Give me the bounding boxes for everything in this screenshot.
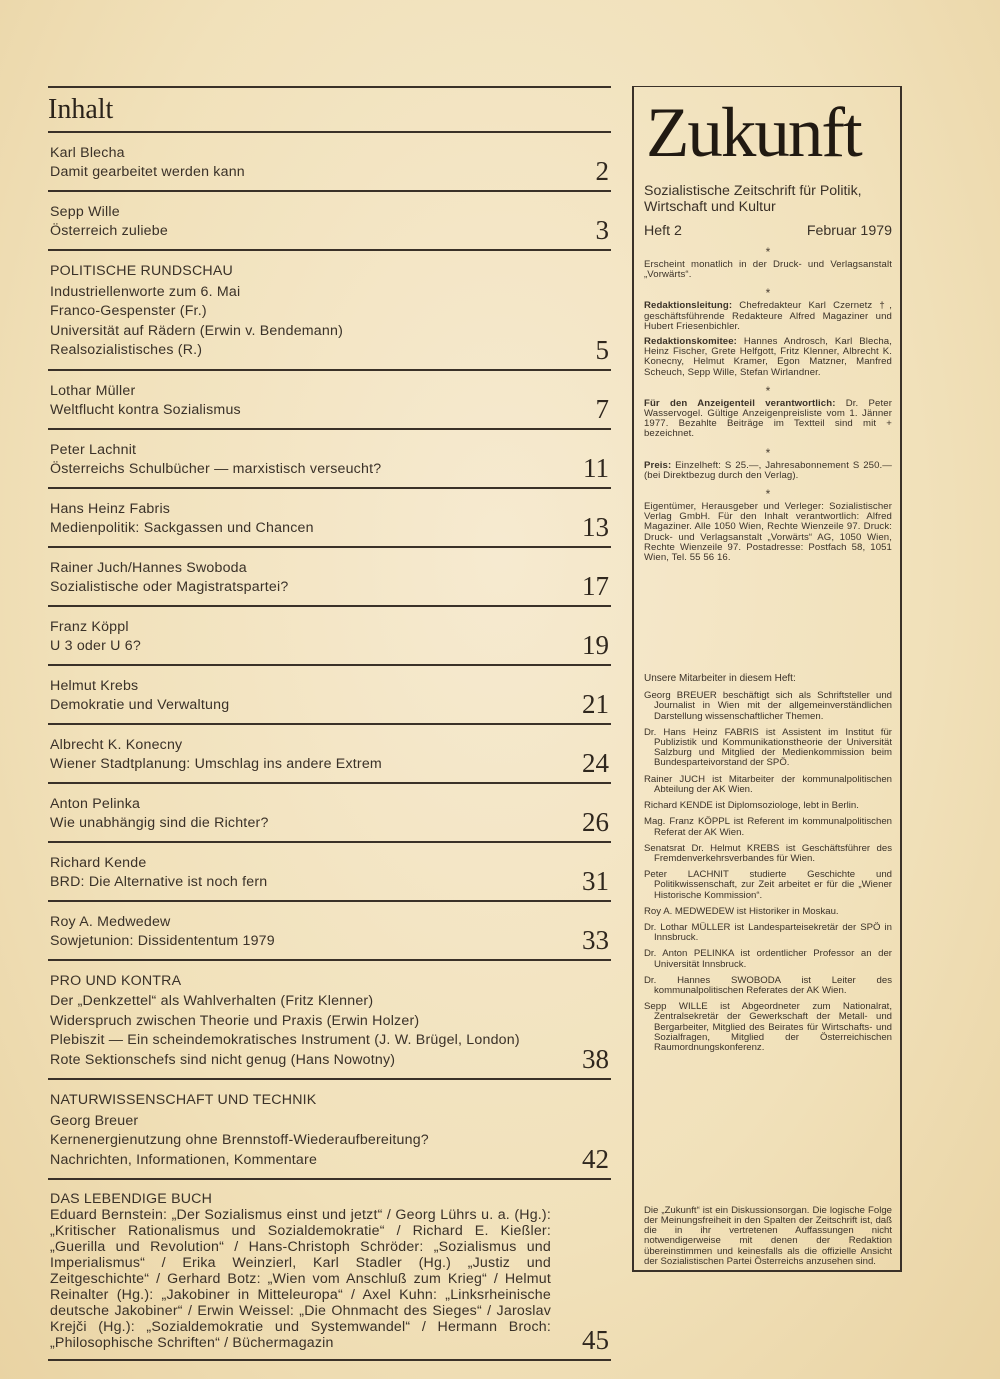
asterisk-divider: *: [765, 487, 771, 502]
toc-entry-heading: DAS LEBENDIGE BUCH: [50, 1191, 213, 1207]
editorial-committee-text: Hannes Androsch, Karl Blecha, Heinz Fischer, Grete Helfgott, Fritz Klenner, Albrecht K. Konecny, Helmut Kramer, Egon Matzner, Manfred Scheuch, Sepp Wille, Stefan Wirlandner.: [644, 336, 892, 378]
toc-entry-heading: PRO UND KONTRA: [50, 972, 182, 989]
top-rule: [48, 86, 611, 88]
toc-entry-heading: Rainer Juch/Hannes Swoboda: [50, 559, 247, 576]
asterisk-divider: *: [765, 245, 771, 259]
masthead-box: [632, 86, 902, 1272]
contributor-bio: Georg BREUER beschäftigt sich als Schriftsteller und Journalist in Wien mit der allgemeinverständlichen Darstellung wissenschaftlicher Themen.: [644, 690, 892, 722]
asterisk-divider: *: [765, 383, 771, 398]
toc-entry-line: Kernenergienutzung ohne Brennstoff-Wiederaufbereitung?: [50, 1132, 429, 1148]
toc-entry-line: Wiener Stadtplanung: Umschlag ins andere Extrem: [50, 755, 382, 772]
toc-entry: [48, 666, 611, 725]
toc-entry-line: Sowjetunion: Dissidententum 1979: [50, 932, 275, 949]
toc-entry: [48, 430, 611, 489]
toc-entry: [48, 1180, 611, 1361]
toc-entry-line: Österreich zuliebe: [50, 223, 168, 239]
advertising-label: Für den Anzeigenteil verantwortlich:: [644, 397, 836, 409]
toc-entry: [48, 371, 611, 430]
contributor-bio: Dr. Hannes SWOBODA ist Leiter des kommunalpolitischen Referates der AK Wien.: [644, 974, 892, 996]
toc-entry: [48, 725, 611, 784]
toc-entry-line: Nachrichten, Informationen, Kommentare: [50, 1151, 318, 1168]
toc-entry-heading: Roy A. Medwedew: [50, 913, 171, 930]
price-label: Preis:: [644, 459, 672, 471]
toc-entry-line: Georg Breuer: [50, 1112, 139, 1129]
toc-page-number: 3: [595, 215, 609, 245]
toc-entry-heading: NATURWISSENSCHAFT UND TECHNIK: [50, 1092, 317, 1108]
toc-page-number: 38: [582, 1044, 609, 1074]
toc-page-number: 17: [582, 570, 609, 601]
price-note: [644, 461, 892, 481]
contributor-bio: Rainer JUCH ist Mitarbeiter der kommunalpolitischen Abteilung der AK Wien.: [644, 773, 892, 795]
toc-entry: [48, 548, 611, 607]
toc-entry: [48, 784, 611, 843]
toc-entry-line: Realsozialistisches (R.): [50, 342, 203, 358]
toc-entry: [48, 192, 611, 251]
advertising-note: [644, 399, 892, 440]
toc-entry-line: BRD: Die Alternative ist noch fern: [50, 873, 268, 890]
editorial-management-label: Redaktionsleitung:: [644, 300, 733, 312]
toc-entry-line: Österreichs Schulbücher — marxistisch verseucht?: [50, 460, 382, 477]
toc-page-number: 26: [582, 806, 609, 837]
table-of-contents: [48, 86, 611, 1361]
contributor-bio: Mag. Franz KÖPPL ist Referent im kommunalpolitischen Referat der AK Wien.: [644, 816, 892, 838]
toc-entry-line: Weltflucht kontra Sozialismus: [50, 401, 241, 418]
contributor-bio: Dr. Anton PELINKA ist ordentlicher Professor an der Universität Innsbruck.: [644, 948, 892, 970]
toc-entry-heading: Hans Heinz Fabris: [50, 500, 171, 517]
magazine-logo: Zukunft: [646, 94, 861, 172]
contributor-bio: Senatsrat Dr. Helmut KREBS ist Geschäftsführer des Fremdenverkehrsverbandes für Wien.: [644, 842, 892, 864]
disclaimer: Die „Zukunft“ ist ein Diskussionsorgan. Die logische Folge der Meinungsfreiheit in den Spalten der Zeitschrift ist, daß die in ihr vertretenen Auffassungen nicht notwendigerweise mit denen der Redaktion übereinstimmen und keinesfalls als die offizielle Ansicht der Sozialistischen Partei Österreichs anzusehen sind.: [644, 1204, 892, 1267]
editorial-committee: [644, 337, 892, 378]
issue-date: Februar 1979: [806, 223, 892, 239]
toc-title: Inhalt: [48, 94, 114, 125]
issue-number: Heft 2: [644, 223, 682, 239]
contributor-bio: Dr. Lothar MÜLLER ist Landesparteisekretär der SPÖ in Innsbruck.: [644, 921, 892, 944]
toc-entry-line: Wie unabhängig sind die Richter?: [50, 814, 269, 831]
toc-page-number: 19: [582, 629, 609, 660]
editorial-management-text: Chefredakteur Karl Czernetz †, geschäftsführende Redakteure Alfred Magaziner und Hubert Friesenbichler.: [644, 300, 893, 332]
toc-entry: [48, 489, 611, 548]
toc-entry: [48, 251, 611, 371]
editorial-committee-label: Redaktionskomitee:: [644, 336, 737, 348]
toc-entry-heading: Lothar Müller: [50, 382, 136, 399]
toc-entry-line: Universität auf Rädern (Erwin v. Bendemann): [50, 322, 344, 339]
toc-entry-heading: Karl Blecha: [50, 145, 125, 161]
publisher-imprint: Eigentümer, Herausgeber und Verleger: Sozialistischer Verlag GmbH. Für den Inhalt verantwortlich: Alfred Magaziner. Alle 1050 Wien, Rechte Wienzeile 97. Druck: Druck- und Verlagsanstalt „Vorwärts“ AG, 1050 Wien, Rechte Wienzeile 97. Postadresse: Postfach 58, 1051 Wien, Tel. 55 56 16.: [644, 501, 892, 564]
toc-entry-line: Eduard Bernstein: „Der Sozialismus einst und jetzt“ / Georg Lührs u. a. (Hg.): „Kritischer Rationalismus und Sozialdemokratie“ / Richard E. Kießler: „Guerilla und Revolution“ / Hans-Christoph Schröder: „Sozialismus und Imperialismus“ / Erika Weinzierl, Karl Stadler (Hg.) „Justiz und Zeitgeschichte“ / Gerhard Botz: „Wien vom Anschluß zum Krieg“ / Helmut Reinalter (Hg.): „Jakobiner in Mitteleuropa“ / Axel Kuhn: „Linksrheinische deutsche Jakobiner“ / Erwin Weissel: „Die Ohnmacht des Sieges“ / Jaroslav Krejči (Hg.): „Sozialdemokratie und Systemwandel“ / Hermann Broch: „Philosophische Schriften“ / Büchermagazin: [50, 1207, 551, 1351]
toc-entry-line: Der „Denkzettel“ als Wahlverhalten (Fritz Klenner): [50, 993, 374, 1009]
contributor-bio: Sepp WILLE ist Abgeordneter zum Nationalrat, Zentralsekretär der Gewerkschaft der Metall- und Bergarbeiter, Mitglied des Beirates für Wirtschafts- und Sozialfragen, Mitglied der Österreichischen Raumordnungskonferenz.: [644, 1001, 892, 1053]
toc-page-number: 5: [595, 334, 609, 365]
toc-entry-heading: POLITISCHE RUNDSCHAU: [50, 263, 233, 279]
toc-entry-heading: Franz Köppl: [50, 618, 129, 635]
toc-entry: [48, 133, 611, 192]
contributor-bio: Roy A. MEDWEDEW ist Historiker in Moskau.: [644, 905, 839, 917]
toc-entry-line: Medienpolitik: Sackgassen und Chancen: [50, 519, 314, 536]
toc-page-number: 2: [595, 156, 609, 186]
toc-entry-heading: Albrecht K. Konecny: [50, 736, 183, 753]
toc-entry-heading: Richard Kende: [50, 854, 147, 871]
magazine-subtitle: Sozialistische Zeitschrift für Politik, Wirtschaft und Kultur: [644, 183, 862, 215]
toc-entry-line: Sozialistische oder Magistratspartei?: [50, 578, 289, 595]
contributor-bio: Peter LACHNIT studierte Geschichte und Politikwissenschaft, zur Zeit arbeitet er für die „Wiener Historische Kommission“.: [644, 869, 892, 901]
toc-entry-line: Demokratie und Verwaltung: [50, 696, 230, 713]
toc-page-number: 11: [583, 452, 609, 483]
toc-page-number: 24: [582, 747, 609, 778]
contributor-bio: Dr. Hans Heinz FABRIS ist Assistent im Institut für Publizistik und Kommunikationstheorie der Universität Salzburg und Mitglied der Medienkommission beim Bundesparteivorstand der SPÖ.: [644, 726, 892, 769]
toc-page-number: 7: [595, 393, 609, 424]
contributor-bio: Richard KENDE ist Diplomsoziologe, lebt in Berlin.: [644, 800, 859, 812]
toc-page-number: 31: [582, 865, 609, 896]
contributors-heading: Unsere Mitarbeiter in diesem Heft:: [644, 673, 796, 685]
toc-page-number: 45: [582, 1325, 609, 1355]
toc-entry-heading: Helmut Krebs: [50, 677, 139, 694]
toc-page-number: 42: [582, 1144, 609, 1174]
toc-entries: [48, 133, 611, 1361]
toc-entry: [48, 902, 611, 961]
contributors-list: [644, 691, 892, 1053]
toc-entry-line: Plebiszit — Ein scheindemokratisches Instrument (J. W. Brügel, London): [50, 1032, 520, 1048]
toc-entry-line: Rote Sektionschefs sind nicht genug (Hans Nowotny): [50, 1051, 396, 1068]
advertising-text: Dr. Peter Wasservogel. Gültige Anzeigenpreisliste vom 1. Jänner 1977. Bezahlte Beiträge im Textteil sind mit + bezeichnet.: [644, 397, 892, 440]
toc-page-number: 33: [582, 924, 609, 955]
toc-page-number: 13: [582, 511, 609, 542]
asterisk-divider: *: [765, 445, 771, 460]
toc-entry-heading: Anton Pelinka: [50, 795, 141, 812]
toc-entry-line: Franco-Gespenster (Fr.): [50, 303, 207, 319]
price-text: Einzelheft: S 25.—, Jahresabonnement S 250.— (bei Direktbezug durch den Verlag).: [644, 459, 892, 481]
toc-entry-line: Industriellenworte zum 6. Mai: [50, 283, 241, 300]
toc-entry: [48, 1080, 611, 1180]
toc-entry: [48, 843, 611, 902]
asterisk-divider: *: [765, 286, 771, 301]
toc-page-number: 21: [582, 688, 609, 719]
toc-entry-heading: Sepp Wille: [50, 204, 120, 220]
issue-row: [644, 223, 892, 239]
toc-entry: [48, 607, 611, 666]
editorial-management: [644, 301, 892, 332]
toc-entry-heading: Peter Lachnit: [50, 441, 137, 458]
toc-entry-line: U 3 oder U 6?: [50, 637, 141, 654]
toc-entry-line: Widerspruch zwischen Theorie und Praxis (Erwin Holzer): [50, 1012, 420, 1029]
toc-entry-line: Damit gearbeitet werden kann: [50, 164, 245, 180]
toc-entry: [48, 961, 611, 1081]
publication-note: Erscheint monatlich in der Druck- und Verlagsanstalt „Vorwärts“.: [644, 259, 892, 281]
